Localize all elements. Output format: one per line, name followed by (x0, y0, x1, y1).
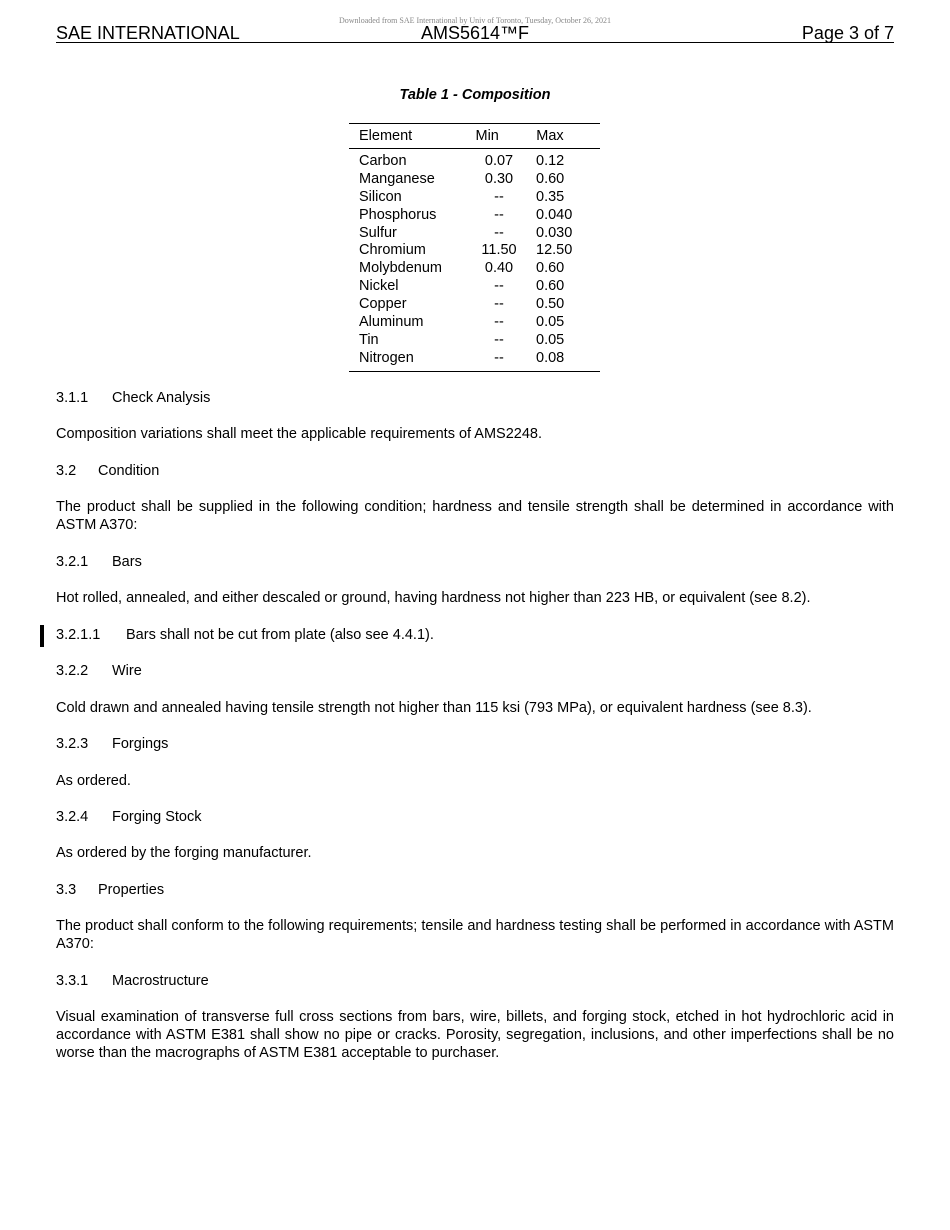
section-title: Bars (112, 554, 142, 570)
section-number: 3.2.3 (56, 736, 89, 752)
paragraph-3-2-1: Hot rolled, annealed, and either descaled or ground, having hardness not higher than 223 HB, or equivalent (see 8.2). (56, 590, 811, 606)
max-cell: 0.040 (536, 206, 573, 223)
table-row (349, 259, 600, 277)
min-cell: -- (494, 349, 504, 366)
paragraph-3-3-1: Visual examination of transverse full cross sections from bars, wire, billets, and forging stock, etched in hot hydrochloric acid in accordance with ASTM E381 shall show no pipe or cracks. Porosity, segregation, inclusions, and other imperfections shall be no worse than the macrographs of ASTM E381 acceptable to purchaser. (56, 1009, 894, 1061)
section-number: 3.1.1 (56, 390, 89, 406)
table-bottom-rule (349, 371, 600, 372)
table-title: Table 1 - Composition (399, 87, 551, 103)
column-header-min: Min (475, 128, 499, 144)
element-cell: Nitrogen (359, 349, 414, 366)
heading-3-2-1 (56, 553, 894, 571)
section-number: 3.2.1.1 (56, 627, 101, 643)
max-cell: 0.05 (536, 331, 565, 348)
table-row (349, 295, 600, 313)
min-cell: 0.30 (484, 170, 514, 187)
table-row (349, 241, 600, 259)
max-cell: 0.60 (536, 170, 565, 187)
table-row (349, 206, 600, 224)
heading-3-2-4 (56, 808, 894, 826)
paragraph-3-2-3: As ordered. (56, 773, 131, 789)
table-row (349, 224, 600, 242)
composition-table (349, 123, 600, 372)
section-text: Bars shall not be cut from plate (also see 4.4.1). (126, 627, 434, 643)
max-cell: 0.50 (536, 296, 565, 313)
revision-change-bar (40, 625, 44, 647)
section-title: Properties (98, 882, 165, 898)
element-cell: Copper (359, 296, 407, 313)
min-cell: 11.50 (481, 242, 517, 259)
max-cell: 0.60 (536, 278, 565, 295)
header-page-number: Page 3 of 7 (801, 23, 894, 43)
min-cell: -- (494, 206, 504, 223)
section-number: 3.3 (56, 882, 77, 898)
max-cell: 0.35 (536, 188, 565, 205)
element-cell: Sulfur (359, 224, 397, 241)
section-title: Forging Stock (112, 809, 202, 825)
column-header-max: Max (536, 128, 564, 144)
section-number: 3.2 (56, 463, 77, 479)
min-cell: -- (494, 278, 504, 295)
min-cell: -- (494, 224, 504, 241)
section-title: Macrostructure (112, 973, 209, 989)
paragraph-3-1-1: Composition variations shall meet the applicable requirements of AMS2248. (56, 426, 543, 442)
element-cell: Molybdenum (359, 260, 443, 277)
paragraph-3-3: The product shall conform to the following requirements; tensile and hardness testing shall be performed in accordance with ASTM A370: (56, 918, 894, 952)
element-cell: Silicon (359, 188, 402, 205)
section-number: 3.2.4 (56, 809, 89, 825)
element-cell: Aluminum (359, 313, 424, 330)
max-cell: 0.12 (536, 152, 565, 169)
column-header-element: Element (359, 128, 413, 144)
section-title: Check Analysis (112, 390, 211, 406)
header-rule (56, 42, 894, 43)
heading-3-3 (56, 881, 894, 899)
table-row (349, 349, 600, 367)
heading-3-2-3 (56, 735, 894, 753)
section-number: 3.2.2 (56, 663, 89, 679)
element-cell: Manganese (359, 170, 435, 187)
section-number: 3.2.1 (56, 554, 89, 570)
table-row (349, 313, 600, 331)
max-cell: 0.60 (536, 260, 565, 277)
min-cell: 0.40 (484, 260, 514, 277)
table-header-row (349, 124, 600, 148)
paragraph-3-2: The product shall be supplied in the following condition; hardness and tensile strength shall be determined in accordance with ASTM A370: (56, 499, 894, 533)
heading-3-2-2 (56, 662, 894, 680)
paragraph-3-2-2: Cold drawn and annealed having tensile strength not higher than 115 ksi (793 MPa), or equivalent hardness (see 8.3). (56, 700, 812, 716)
max-cell: 0.05 (536, 313, 565, 330)
section-title: Forgings (112, 736, 169, 752)
min-cell: -- (494, 188, 504, 205)
table-body (349, 149, 600, 371)
element-cell: Chromium (359, 242, 426, 259)
header-org: SAE INTERNATIONAL (56, 23, 240, 43)
element-cell: Nickel (359, 278, 399, 295)
element-cell: Carbon (359, 152, 407, 169)
heading-3-2 (56, 462, 894, 480)
header-doc-id: AMS5614™F (420, 23, 530, 43)
min-cell: -- (494, 296, 504, 313)
download-watermark: Downloaded from SAE International by Univ of Toronto, Tuesday, October 26, 2021 (338, 16, 612, 25)
max-cell: 0.030 (536, 224, 573, 241)
min-cell: 0.07 (484, 152, 514, 169)
section-title: Wire (112, 663, 142, 679)
element-cell: Phosphorus (359, 206, 437, 223)
section-number: 3.3.1 (56, 973, 89, 989)
table-row (349, 331, 600, 349)
table-row (349, 277, 600, 295)
max-cell: 0.08 (536, 349, 565, 366)
max-cell: 12.50 (536, 242, 573, 259)
heading-3-1-1 (56, 389, 894, 407)
min-cell: -- (494, 313, 504, 330)
min-cell: -- (494, 331, 504, 348)
paragraph-3-2-4: As ordered by the forging manufacturer. (56, 845, 312, 861)
table-row (349, 152, 600, 170)
table-row (349, 188, 600, 206)
heading-3-3-1 (56, 972, 894, 990)
paragraph-3-2-1-1 (56, 626, 894, 644)
element-cell: Tin (359, 331, 379, 348)
table-row (349, 170, 600, 188)
section-title: Condition (98, 463, 160, 479)
